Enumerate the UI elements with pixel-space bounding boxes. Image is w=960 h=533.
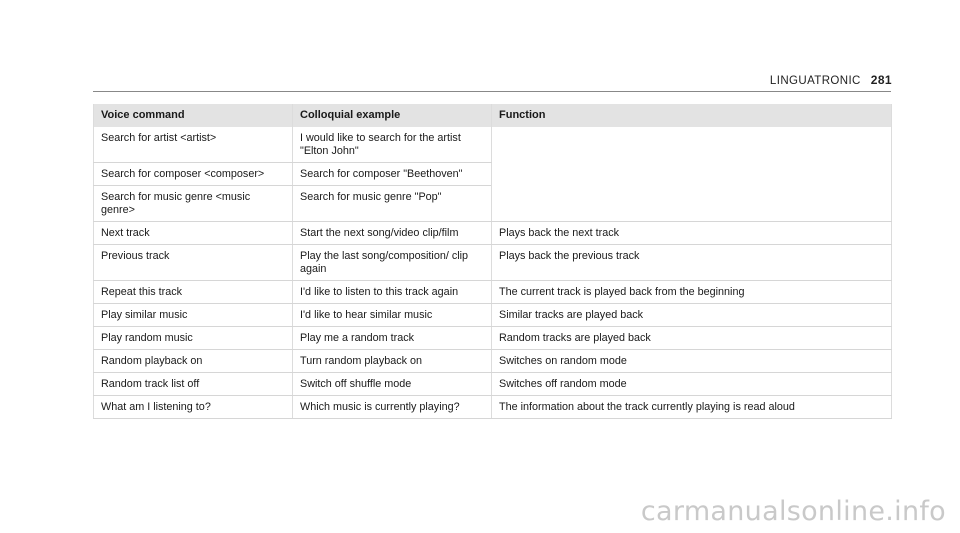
example-cell: I'd like to listen to this track again <box>293 281 492 304</box>
function-cell: Random tracks are played back <box>492 327 892 350</box>
voice-command-cell: Random track list off <box>94 373 293 396</box>
header-divider <box>93 91 891 92</box>
example-cell: Turn random playback on <box>293 350 492 373</box>
table-row <box>94 222 892 245</box>
table-row <box>94 327 892 350</box>
function-cell: Switches off random mode <box>492 373 892 396</box>
function-cell <box>492 127 892 222</box>
column-header-colloquial-example: Colloquial example <box>293 104 492 127</box>
voice-command-cell: Search for composer <composer> <box>94 163 293 186</box>
example-cell: Play me a random track <box>293 327 492 350</box>
table-row <box>94 373 892 396</box>
voice-command-cell: What am I listening to? <box>94 396 293 419</box>
function-cell: Switches on random mode <box>492 350 892 373</box>
table-header-row <box>94 104 892 127</box>
running-header <box>770 73 892 87</box>
example-cell: Which music is currently playing? <box>293 396 492 419</box>
table-row <box>94 304 892 327</box>
function-cell: Plays back the next track <box>492 222 892 245</box>
example-cell: Switch off shuffle mode <box>293 373 492 396</box>
column-header-voice-command: Voice command <box>94 104 293 127</box>
voice-command-cell: Play similar music <box>94 304 293 327</box>
watermark: carmanualsonline.info <box>640 496 946 527</box>
table-row <box>94 396 892 419</box>
example-cell: I'd like to hear similar music <box>293 304 492 327</box>
voice-command-cell: Search for artist <artist> <box>94 127 293 163</box>
function-cell: The information about the track currently playing is read aloud <box>492 396 892 419</box>
section-title: LINGUATRONIC <box>769 75 861 87</box>
voice-command-cell: Repeat this track <box>94 281 293 304</box>
voice-command-cell: Random playback on <box>94 350 293 373</box>
function-cell: Similar tracks are played back <box>492 304 892 327</box>
page-number: 281 <box>870 73 892 87</box>
table-row <box>94 281 892 304</box>
table-row <box>94 127 892 163</box>
table-row <box>94 245 892 281</box>
table-row <box>94 350 892 373</box>
voice-command-cell: Search for music genre <music genre> <box>94 186 293 222</box>
function-cell: Plays back the previous track <box>492 245 892 281</box>
voice-command-table <box>93 104 892 419</box>
function-cell: The current track is played back from the beginning <box>492 281 892 304</box>
example-cell: Start the next song/video clip/film <box>293 222 492 245</box>
example-cell: Search for music genre "Pop" <box>293 186 492 222</box>
voice-command-cell: Previous track <box>94 245 293 281</box>
example-cell: Search for composer "Beethoven" <box>293 163 492 186</box>
example-cell: I would like to search for the artist "Elton John" <box>293 127 492 163</box>
column-header-function: Function <box>492 104 892 127</box>
voice-command-cell: Play random music <box>94 327 293 350</box>
example-cell: Play the last song/composition/ clip again <box>293 245 492 281</box>
voice-command-cell: Next track <box>94 222 293 245</box>
